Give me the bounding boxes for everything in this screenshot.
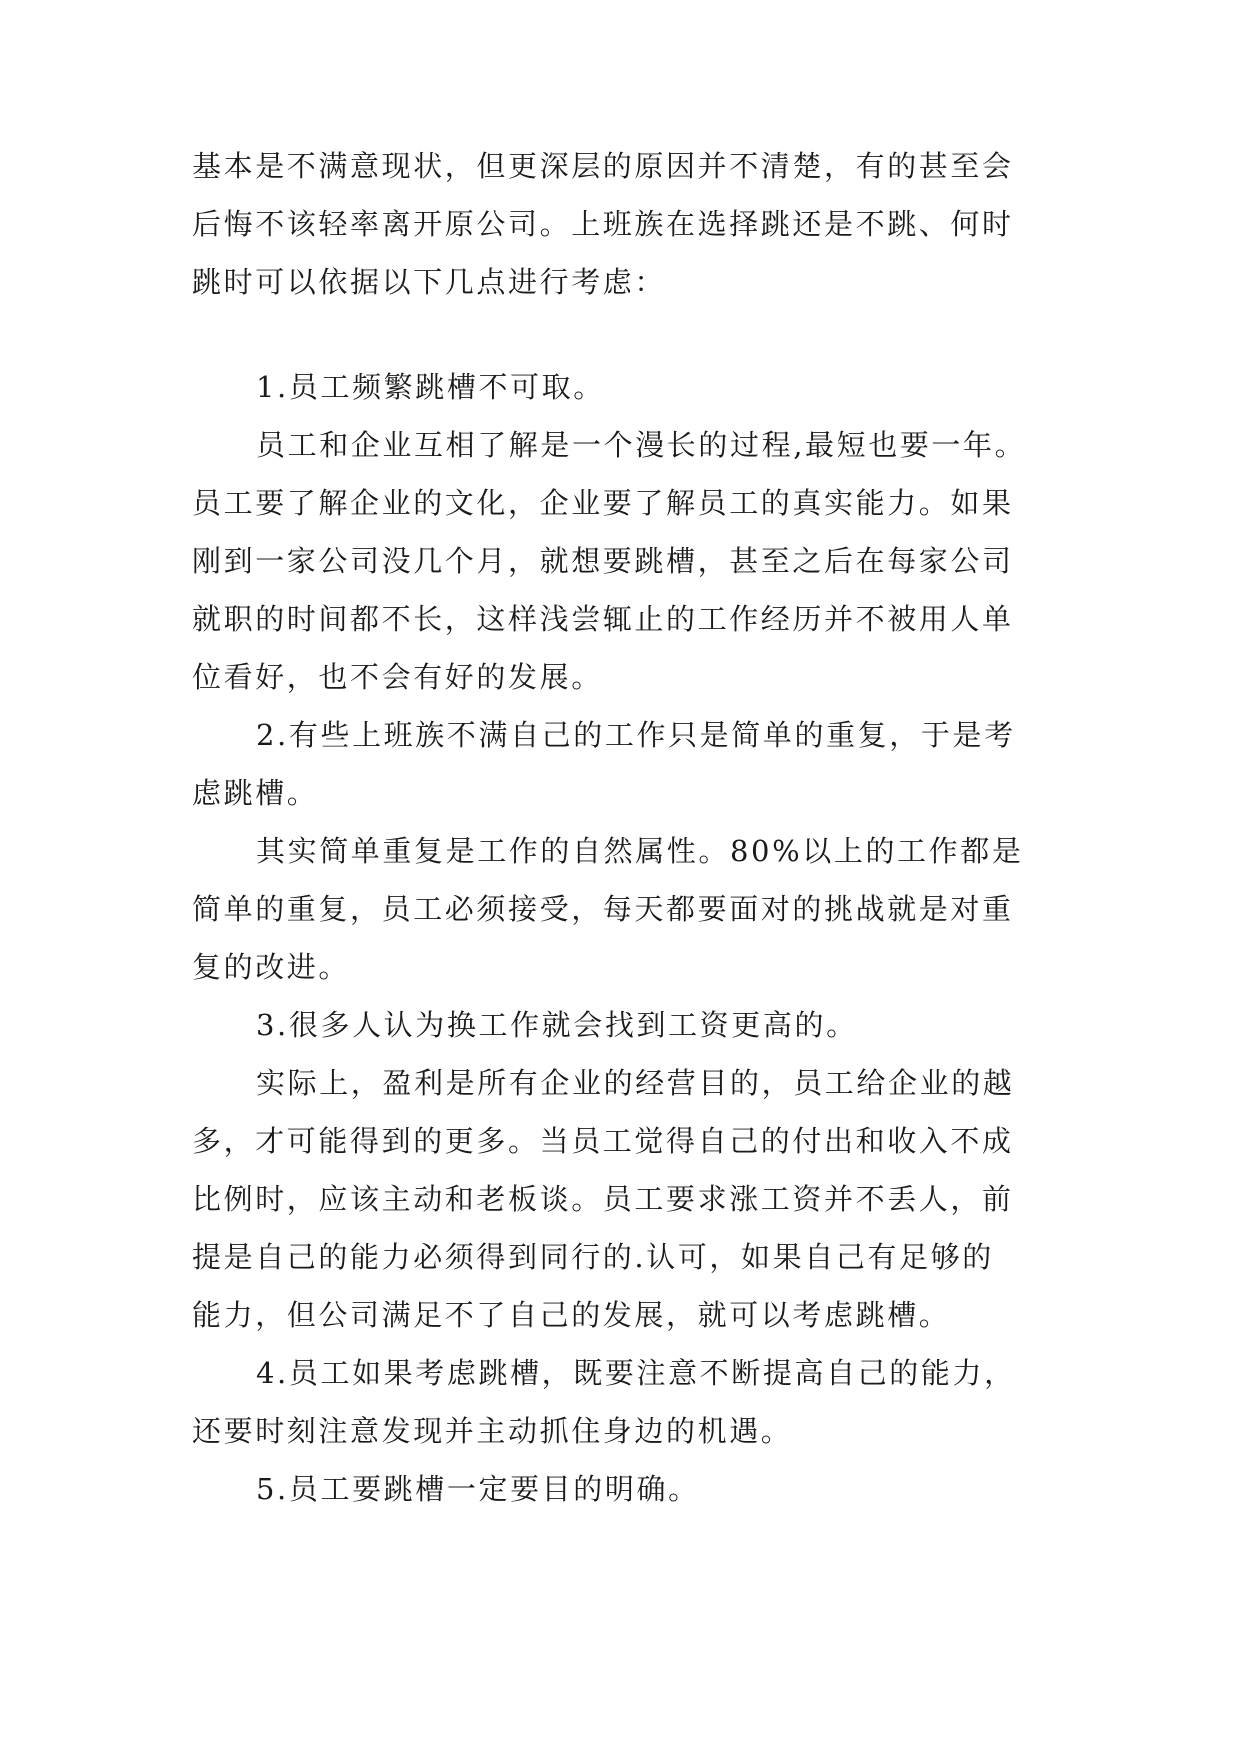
list-heading: 4.员工如果考虑跳槽，既要注意不断提高自己的能力， [256, 1356, 1016, 1390]
list-heading: 2.有些上班族不满自己的工作只是简单的重复，于是考 [256, 718, 1016, 752]
text-line: 简单的重复，员工必须接受，每天都要面对的挑战就是对重 [192, 892, 1014, 926]
paragraph-first-line: 其实简单重复是工作的自然属性。80%以上的工作都是 [256, 834, 1024, 868]
text-line: 跳时可以依据以下几点进行考虑： [192, 265, 667, 299]
text-line: 提是自己的能力必须得到同行的.认可，如果自己有足够的 [192, 1240, 994, 1274]
text-line: 位看好，也不会有好的发展。 [192, 660, 603, 694]
paragraph-first-line: 实际上，盈利是所有企业的经营目的，员工给企业的越 [256, 1066, 1015, 1100]
text-line: 基本是不满意现状，但更深层的原因并不清楚，有的甚至会 [192, 149, 1014, 183]
list-heading: 5.员工要跳槽一定要目的明确。 [256, 1472, 700, 1506]
text-line: 就职的时间都不长，这样浅尝辄止的工作经历并不被用人单 [192, 602, 1014, 636]
text-line: 刚到一家公司没几个月，就想要跳槽，甚至之后在每家公司 [192, 544, 1014, 578]
paragraph-first-line: 员工和企业互相了解是一个漫长的过程,最短也要一年。 [256, 428, 1027, 462]
text-line: 比例时，应该主动和老板谈。员工要求涨工资并不丢人，前 [192, 1182, 1014, 1216]
text-line: 复的改进。 [192, 950, 351, 984]
text-line: 多，才可能得到的更多。当员工觉得自己的付出和收入不成 [192, 1124, 1014, 1158]
list-heading: 3.很多人认为换工作就会找到工资更高的。 [256, 1008, 858, 1042]
text-line: 员工要了解企业的文化，企业要了解员工的真实能力。如果 [192, 486, 1014, 520]
text-line: 还要时刻注意发现并主动抓住身边的机遇。 [192, 1414, 793, 1448]
text-line: 后悔不该轻率离开原公司。上班族在选择跳还是不跳、何时 [192, 207, 1014, 241]
text-line: 虑跳槽。 [192, 776, 319, 810]
text-line: 能力，但公司满足不了自己的发展，就可以考虑跳槽。 [192, 1298, 951, 1332]
list-heading: 1.员工频繁跳槽不可取。 [256, 370, 605, 404]
